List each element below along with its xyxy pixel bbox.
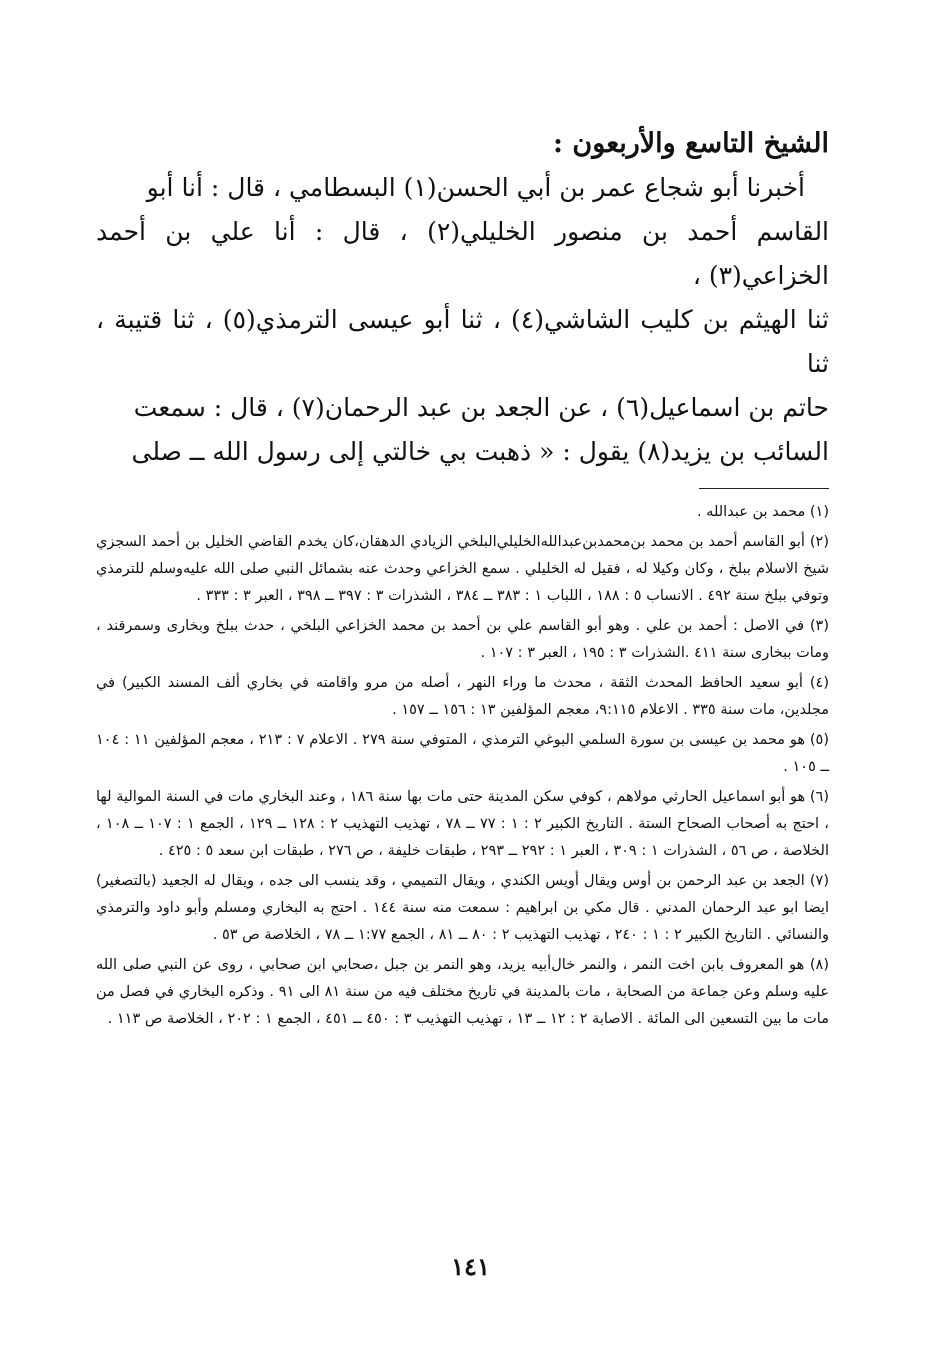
main-text-line: السائب بن يزيد(٨) يقول : « ذهبت بي خالتي إلى رسول الله ــ صلى [131, 437, 829, 466]
footnote-divider [699, 488, 829, 489]
footnote: (٣) في الاصل : أحمد بن علي . وهو أبو القاسم علي بن أحمد بن محمد الخزاعي البلخي ، حدث ببلخ وبخارى وسمرقند ، ومات ببخارى سنة ٤١١ .الشذرات ٣ : ١٩٥ ، العبر ٣ : ١٠٧ . [96, 618, 829, 661]
footnote: (٧) الجعد بن عبد الرحمن بن أوس ويقال أويس الكندي ، ويقال التميمي ، وقد ينسب الى جده ، ويقال له الجعيد (بالتصغير) ايضا ابو عبد الرحمان المدني . قال مكي بن ابراهيم : سمعت منه سنة ١٤٤ . احتج به البخاري ومسلم وأبو داود والترمذي والنسائي . التاريخ الكبير ٢ : ١ : ٢٤٠ ، تهذيب التهذيب ٢ : ٨٠ ــ ٨١ ، الجمع ١:٧٧ ــ ٧٨ ، الخلاصة ص ٥٣ . [96, 873, 829, 943]
footnotes [96, 499, 829, 1033]
main-text-line: ثنا الهيثم بن كليب الشاشي(٤) ، ثنا أبو عيسى الترمذي(٥) ، ثنا قتيبة ، ثنا [96, 305, 829, 378]
main-text-line: حاتم بن اسماعيل(٦) ، عن الجعد بن عبد الرحمان(٧) ، قال : سمعت [133, 393, 829, 422]
section-heading: الشيخ التاسع والأربعون : [553, 128, 829, 159]
page-content [96, 124, 829, 1036]
footnote: (١) محمد بن عبدالله . [696, 504, 829, 520]
footnote: (٢) أبو القاسم أحمد بن محمد بن‌محمدبن‌عبدالله‌الخليلي‌البلخي الزيادي الدهقان،كان يخدم القاضي الخليل بن أحمد السجزي شيخ الاسلام ببلخ ، وكان وكيلا له ، فقيل له الخليلي . سمع الخزاعي وحدث عنه بشمائل النبي صلى الله عليه‌وسلم للترمذي وتوفي ببلخ سنة ٤٩٢ . الانساب ٥ : ١٨٨ ، اللباب ١ : ٣٨٣ ــ ٣٨٤ ، الشذرات ٣ : ٣٩٧ ــ ٣٩٨ ، العبر ٣ : ٣٣٣ . [96, 534, 829, 604]
main-text-line: القاسم أحمد بن منصور الخليلي(٢) ، قال : أنا علي بن أحمد الخزاعي(٣) ، [96, 217, 830, 290]
main-text [96, 166, 829, 474]
main-text-line: أخبرنا أبو شجاع عمر بن أبي الحسن(١) البسطامي ، قال : أنا أبو [146, 173, 805, 202]
footnote: (٦) هو أبو اسماعيل الحارثي مولاهم ، كوفي سكن المدينة حتى مات بها سنة ١٨٦ ، وعند البخاري مات في السنة الموالية لها ، احتج به أصحاب الصحاح الستة . التاريخ الكبير ٢ : ١ : ٧٧ ــ ٧٨ ، تهذيب التهذيب ٢ : ١٢٨ ــ ١٢٩ ، الجمع ١ : ١٠٧ ــ ١٠٨ ، الخلاصة ، ص ٥٦ ، الشذرات ١ : ٣٠٩ ، العبر ١ : ٢٩٢ ــ ٢٩٣ ، طبقات خليفة ، ص ٢٧٦ ، طبقات ابن سعد ٥ : ٤٢٥ . [96, 789, 829, 859]
footnote: (٥) هو محمد بن عيسى بن سورة السلمي البوغي الترمذي ، المتوفي سنة ٢٧٩ . الاعلام ٧ : ٢١٣ ، معجم المؤلفين ١١ : ١٠٤ ــ ١٠٥ . [96, 732, 829, 775]
page-number: ١٤١ [451, 1252, 490, 1281]
footnote: (٤) أبو سعيد الحافظ المحدث الثقة ، محدث ما وراء النهر ، أصله من مرو واقامته في بخاري ألف المسند الكبير) في مجلدين، مات سنة ٣٣٥ . الاعلام ٩:١١٥، معجم المؤلفين ١٣ : ١٥٦ ــ ١٥٧ . [96, 675, 829, 718]
footnote: (٨) هو المعروف بابن اخت النمر ، والنمر خال‌أبيه يزيد، وهو النمر بن جبل ،صحابي ابن صحابي ، روى عن النبي صلى الله عليه وسلم وعن جماعة من الصحابة ، مات بالمدينة في تاريخ مختلف فيه من سنة ٨١ الى ٩١ . وذكره البخاري في فصل من مات ما بين التسعين الى المائة . الاصابة ٢ : ١٢ ــ ١٣ ، تهذيب التهذيب ٣ : ٤٥٠ ــ ٤٥١ ، الجمع ١ : ٢٠٢ ، الخلاصة ص ١١٣ . [96, 957, 829, 1027]
